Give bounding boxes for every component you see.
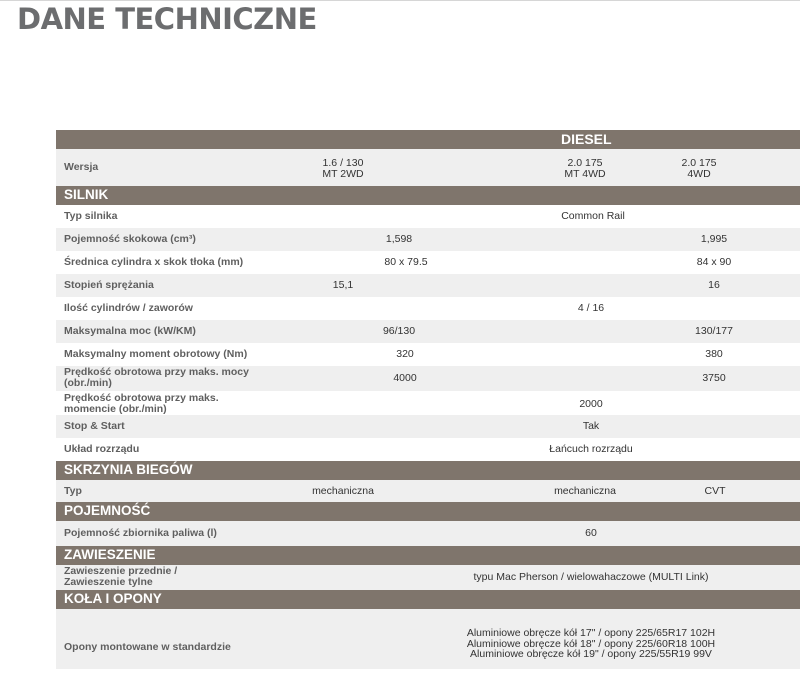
row-value: Tak [582, 420, 600, 432]
table-row [56, 228, 800, 251]
gearbox-1-6: mechaniczna [312, 485, 374, 497]
table-row [56, 480, 800, 502]
table-row [56, 565, 800, 590]
row-value: Common Rail [561, 210, 625, 222]
version-2-0-mt: 2.0 175 MT 4WD [564, 157, 606, 180]
row-value-2-0: 1,995 [700, 233, 728, 245]
fuel-header [56, 130, 800, 149]
row-value-2-0: 16 [708, 279, 720, 291]
table-row [56, 274, 800, 297]
table-row [56, 320, 800, 343]
row-label: Maksymalna moc (kW/KM) [64, 325, 196, 337]
table-row [56, 205, 800, 228]
gearbox-2-0-4wd: CVT [704, 485, 726, 497]
section-title: SKRZYNIA BIEGÓW [64, 462, 193, 477]
section-engine [56, 186, 800, 205]
row-label: Stop & Start [64, 420, 125, 432]
page-title: DANE TECHNICZNE [17, 2, 317, 36]
version-row [56, 149, 800, 186]
section-gearbox [56, 461, 800, 480]
row-value-2-0: 84 x 90 [696, 256, 732, 268]
section-suspension [56, 546, 800, 565]
row-value-2-0: 3750 [702, 372, 726, 384]
row-label: Typ silnika [64, 210, 118, 222]
table-row [56, 521, 800, 546]
table-row [56, 251, 800, 274]
fuel-label: DIESEL [561, 131, 612, 147]
spec-table [56, 130, 800, 669]
row-value-1-6: 1,598 [385, 233, 413, 245]
row-label: Prędkość obrotowa przy maks. momencie (obr./min) [64, 392, 219, 415]
row-value-1-6: 4000 [393, 372, 417, 384]
row-label: Zawieszenie przednie / Zawieszenie tylne [64, 565, 178, 588]
table-row [56, 415, 800, 438]
section-title: POJEMNOŚĆ [64, 503, 151, 518]
row-label: Wersja [64, 161, 99, 173]
row-value: 2000 [579, 398, 603, 410]
gearbox-2-0-mt: mechaniczna [554, 485, 616, 497]
row-value: typu Mac Pherson / wielowahaczowe (MULTI Link) [473, 571, 709, 583]
section-title: KOŁA I OPONY [64, 591, 162, 606]
row-label: Prędkość obrotowa przy maks. mocy (obr./min) [64, 366, 249, 389]
table-row [56, 297, 800, 320]
row-value-2-0: 130/177 [695, 325, 733, 337]
row-value: Aluminiowe obręcze kół 17" / opony 225/65R17 102H Aluminiowe obręcze kół 18" / opony 225/60R18 100H Aluminiowe obręcze kół 19" / opony 225/55R19 99V [466, 627, 716, 660]
row-label: Opony montowane w standardzie [64, 641, 231, 653]
row-value: 60 [585, 527, 597, 539]
row-value-1-6: 80 x 79.5 [384, 256, 428, 268]
top-rule [0, 0, 800, 1]
row-value-2-0: 380 [705, 348, 723, 360]
section-title: SILNIK [64, 187, 109, 202]
table-row [56, 438, 800, 461]
row-label: Stopień sprężania [64, 279, 154, 291]
version-1-6: 1.6 / 130 MT 2WD [322, 157, 364, 180]
row-label: Pojemność zbiornika paliwa (l) [64, 527, 217, 539]
table-row [56, 366, 800, 391]
section-wheels [56, 590, 800, 609]
section-title: ZAWIESZENIE [64, 547, 156, 562]
row-value: 4 / 16 [577, 302, 605, 314]
version-2-0-4wd: 2.0 175 4WD [681, 157, 717, 180]
table-row [56, 343, 800, 366]
row-value-1-6: 96/130 [382, 325, 416, 337]
row-label: Układ rozrządu [64, 443, 140, 455]
table-row [56, 391, 800, 415]
row-value: Łańcuch rozrządu [549, 443, 633, 455]
row-value-1-6: 320 [396, 348, 414, 360]
table-row [56, 609, 800, 669]
row-label: Średnica cylindra x skok tłoka (mm) [64, 256, 244, 268]
section-capacity [56, 502, 800, 521]
row-label: Ilość cylindrów / zaworów [64, 302, 193, 314]
row-label: Pojemność skokowa (cm³) [64, 233, 196, 245]
row-label: Maksymalny moment obrotowy (Nm) [64, 348, 248, 360]
row-value-1-6: 15,1 [332, 279, 354, 291]
row-label: Typ [64, 485, 82, 497]
